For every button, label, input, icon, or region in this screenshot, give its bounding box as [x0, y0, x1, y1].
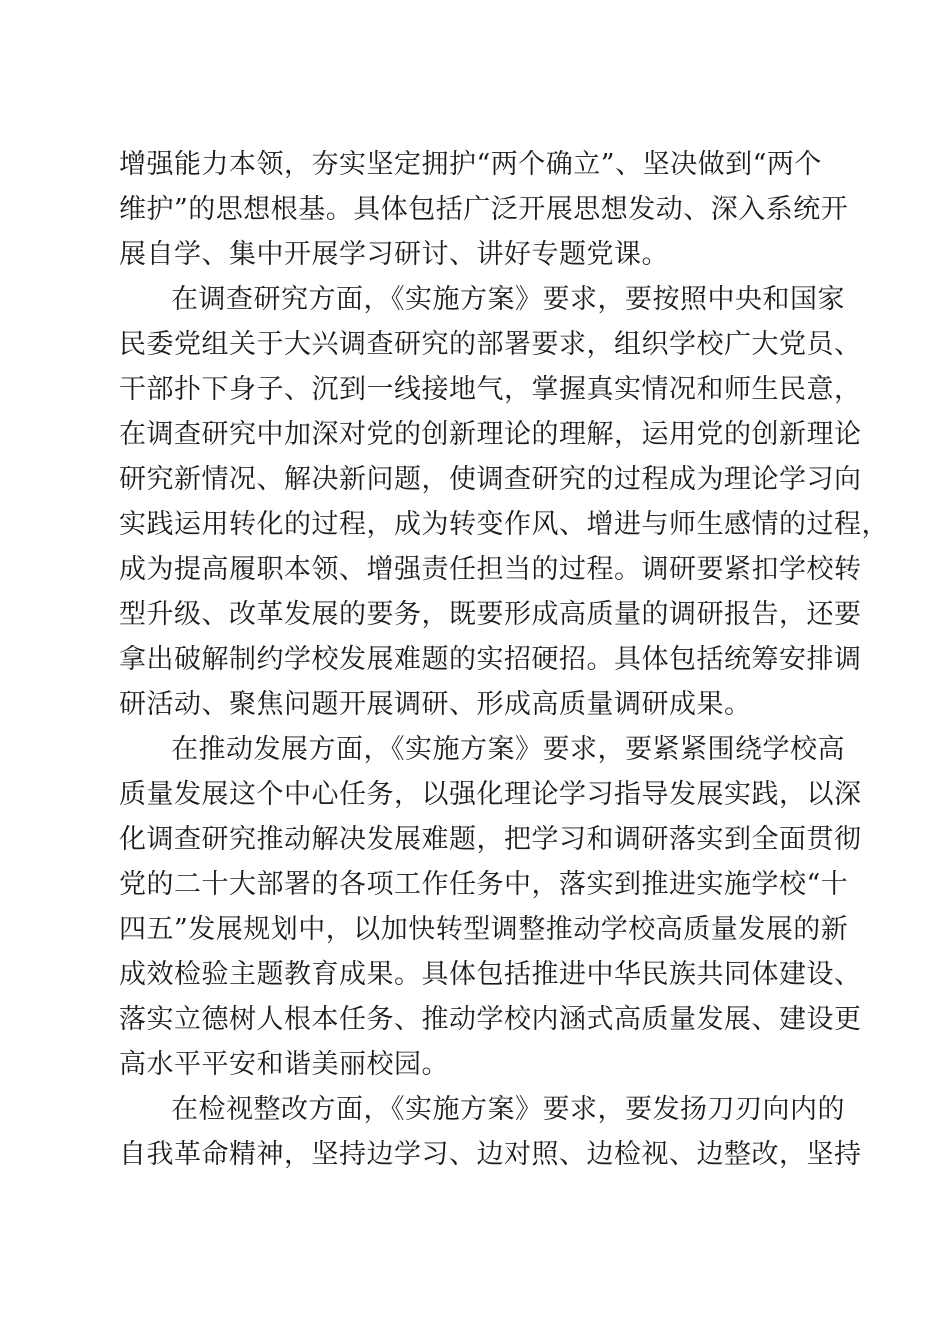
paragraph-first-line: 在推动发展方面，《实施方案》要求，要紧紧围绕学校高 [171, 734, 845, 765]
text-line: 民委党组关于大兴调查研究的部署要求，组织学校广大党员、 [119, 329, 862, 360]
text-line: 成效检验主题教育成果。具体包括推进中华民族共同体建设、 [119, 959, 862, 990]
paragraph-first-line: 在检视整改方面，《实施方案》要求，要发扬刀刃向内的 [171, 1094, 845, 1125]
text-line: 高水平平安和谐美丽校园。 [119, 1049, 449, 1080]
text-line: 自我革命精神，坚持边学习、边对照、边检视、边整改，坚持 [119, 1139, 862, 1170]
paragraph-first-line: 在调查研究方面，《实施方案》要求，要按照中央和国家 [171, 284, 845, 315]
text-line: 化调查研究推动解决发展难题，把学习和调研落实到全面贯彻 [119, 824, 862, 855]
text-line: 实践运用转化的过程，成为转变作风、增进与师生感情的过程， [119, 509, 889, 540]
text-line: 党的二十大部署的各项工作任务中，落实到推进实施学校“十 [119, 869, 849, 900]
text-line: 型升级、改革发展的要务，既要形成高质量的调研报告，还要 [119, 599, 862, 630]
text-line: 展自学、集中开展学习研讨、讲好专题党课。 [119, 239, 669, 270]
text-line: 拿出破解制约学校发展难题的实招硬招。具体包括统筹安排调 [119, 644, 862, 675]
text-line: 成为提高履职本领、增强责任担当的过程。调研要紧扣学校转 [119, 554, 862, 585]
text-line: 干部扑下身子、沉到一线接地气，掌握真实情况和师生民意， [119, 374, 862, 405]
text-line: 落实立德树人根本任务、推动学校内涵式高质量发展、建设更 [119, 1004, 862, 1035]
text-line: 研活动、聚焦问题开展调研、形成高质量调研成果。 [119, 689, 752, 720]
text-line: 质量发展这个中心任务，以强化理论学习指导发展实践，以深 [119, 779, 862, 810]
text-line: 增强能力本领，夯实坚定拥护“两个确立”、坚决做到“两个 [119, 149, 822, 180]
text-line: 研究新情况、解决新问题，使调查研究的过程成为理论学习向 [119, 464, 862, 495]
text-line: 在调查研究中加深对党的创新理论的理解，运用党的创新理论 [119, 419, 862, 450]
text-line: 维护”的思想根基。具体包括广泛开展思想发动、深入系统开 [119, 194, 849, 225]
text-line: 四五”发展规划中，以加快转型调整推动学校高质量发展的新 [119, 914, 849, 945]
